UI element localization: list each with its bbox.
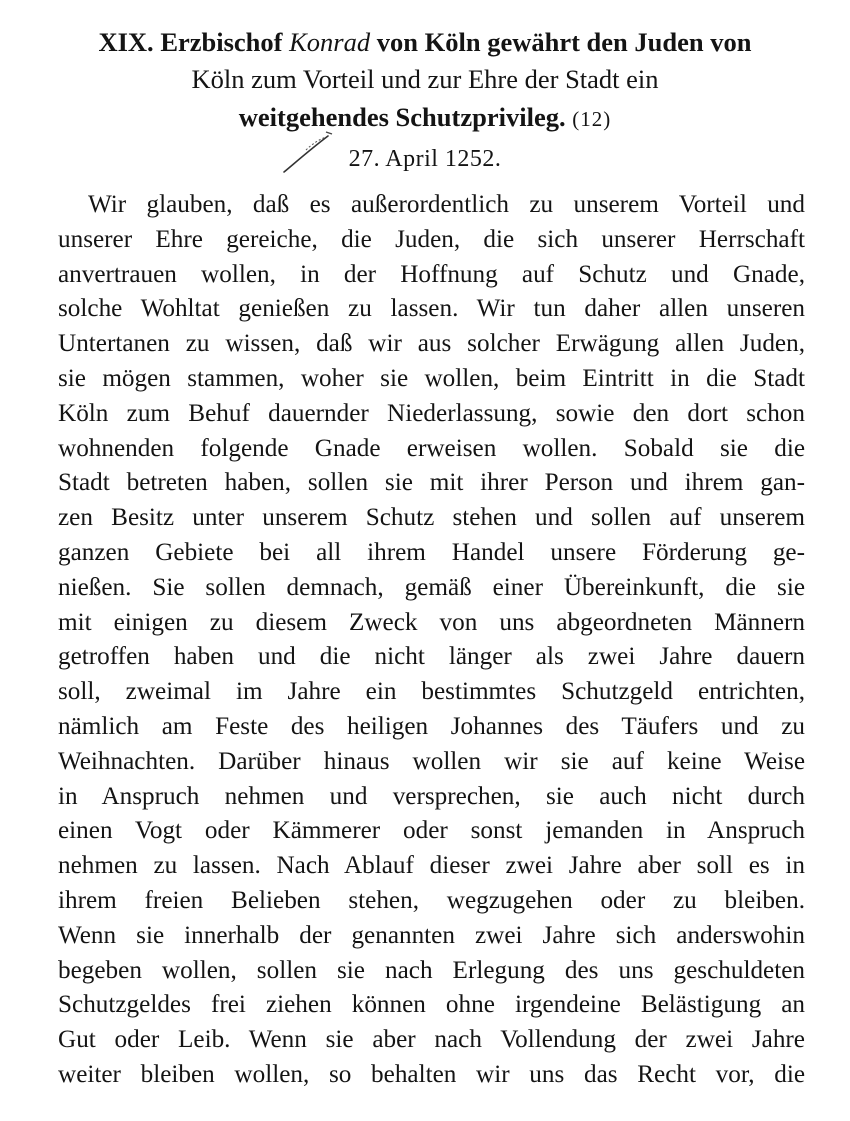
heading-prefix: Erzbischof (160, 27, 283, 57)
body-line: weiter bleiben wollen, so behalten wir uns das Recht vor, die (58, 1061, 805, 1088)
heading-name: Konrad (289, 27, 371, 57)
body-line: ganzen Gebiete bei all ihrem Handel unsere Förderung ge- (58, 539, 805, 566)
heading-line-3 (40, 102, 810, 134)
heading-line-1 (40, 27, 810, 57)
heading-line-3-text: weitgehendes Schutzprivileg. (238, 102, 566, 132)
body-line: ihrem freien Belieben stehen, wegzugehen oder zu bleiben. (58, 887, 805, 914)
heading-reference: (12) (572, 107, 612, 131)
body-line: wohnenden folgende Gnade erweisen wollen. Sobald sie die (58, 434, 805, 462)
body-line: Untertanen zu wissen, daß wir aus solcher Erwägung allen Juden, (58, 330, 805, 358)
body-line: unserer Ehre gereiche, die Juden, die sich unserer Herrschaft (58, 225, 805, 253)
heading-line-2: Köln zum Vorteil und zur Ehre der Stadt ein (191, 64, 659, 94)
body-line: mit einigen zu diesem Zweck von uns abgeordneten Männern (58, 608, 805, 636)
heading-number: XIX. (98, 27, 154, 57)
document-date: 27. April 1252. (348, 146, 502, 172)
body-line: getroffen haben und die nicht länger als zwei Jahre dauern (58, 643, 805, 671)
body-line: nämlich am Feste des heiligen Johannes des Täufers und zu (58, 713, 805, 740)
heading-suffix: von Köln gewährt den Juden von (376, 27, 752, 57)
body-line: in Anspruch nehmen und versprechen, sie auch nicht durch (58, 782, 805, 810)
body-line: sie mögen stammen, woher sie wollen, beim Eintritt in die Stadt (58, 365, 805, 392)
heading-date-line (40, 142, 810, 174)
body-line: solche Wohltat genießen zu lassen. Wir tun daher allen unseren (58, 295, 805, 323)
body-line: anvertrauen wollen, in der Hoffnung auf Schutz und Gnade, (58, 260, 805, 288)
body-line: Gut oder Leib. Wenn sie aber nach Vollendung der zwei Jahre (58, 1026, 805, 1054)
body-line: soll, zweimal im Jahre ein bestimmtes Schutzgeld entrichten, (58, 678, 805, 706)
body-line: Stadt betreten haben, sollen sie mit ihrer Person und ihrem gan- (58, 469, 805, 497)
body-line: nehmen zu lassen. Nach Ablauf dieser zwei Jahre aber soll es in (58, 852, 805, 880)
body-line: Wenn sie innerhalb der genannten zwei Jahre sich anderswohin (58, 921, 805, 949)
pencil-mark-icon (282, 128, 342, 176)
body-line: Weihnachten. Darüber hinaus wollen wir sie auf keine Weise (58, 747, 805, 775)
body-line: Köln zum Behuf dauernder Niederlassung, sowie den dort schon (58, 399, 805, 427)
body-line: einen Vogt oder Kämmerer oder sonst jemanden in Anspruch (58, 817, 805, 845)
body-line: begeben wollen, sollen sie nach Erlegung des uns geschuldeten (58, 956, 805, 984)
body-line: nießen. Sie sollen demnach, gemäß einer Übereinkunft, die sie (58, 573, 805, 601)
body-line: zen Besitz unter unserem Schutz stehen und sollen auf unserem (58, 504, 805, 532)
body-line: Schutzgeldes frei ziehen können ohne irgendeine Belästigung an (58, 991, 805, 1019)
body-line: Wir glauben, daß es außerordentlich zu unserem Vorteil und (88, 191, 805, 218)
